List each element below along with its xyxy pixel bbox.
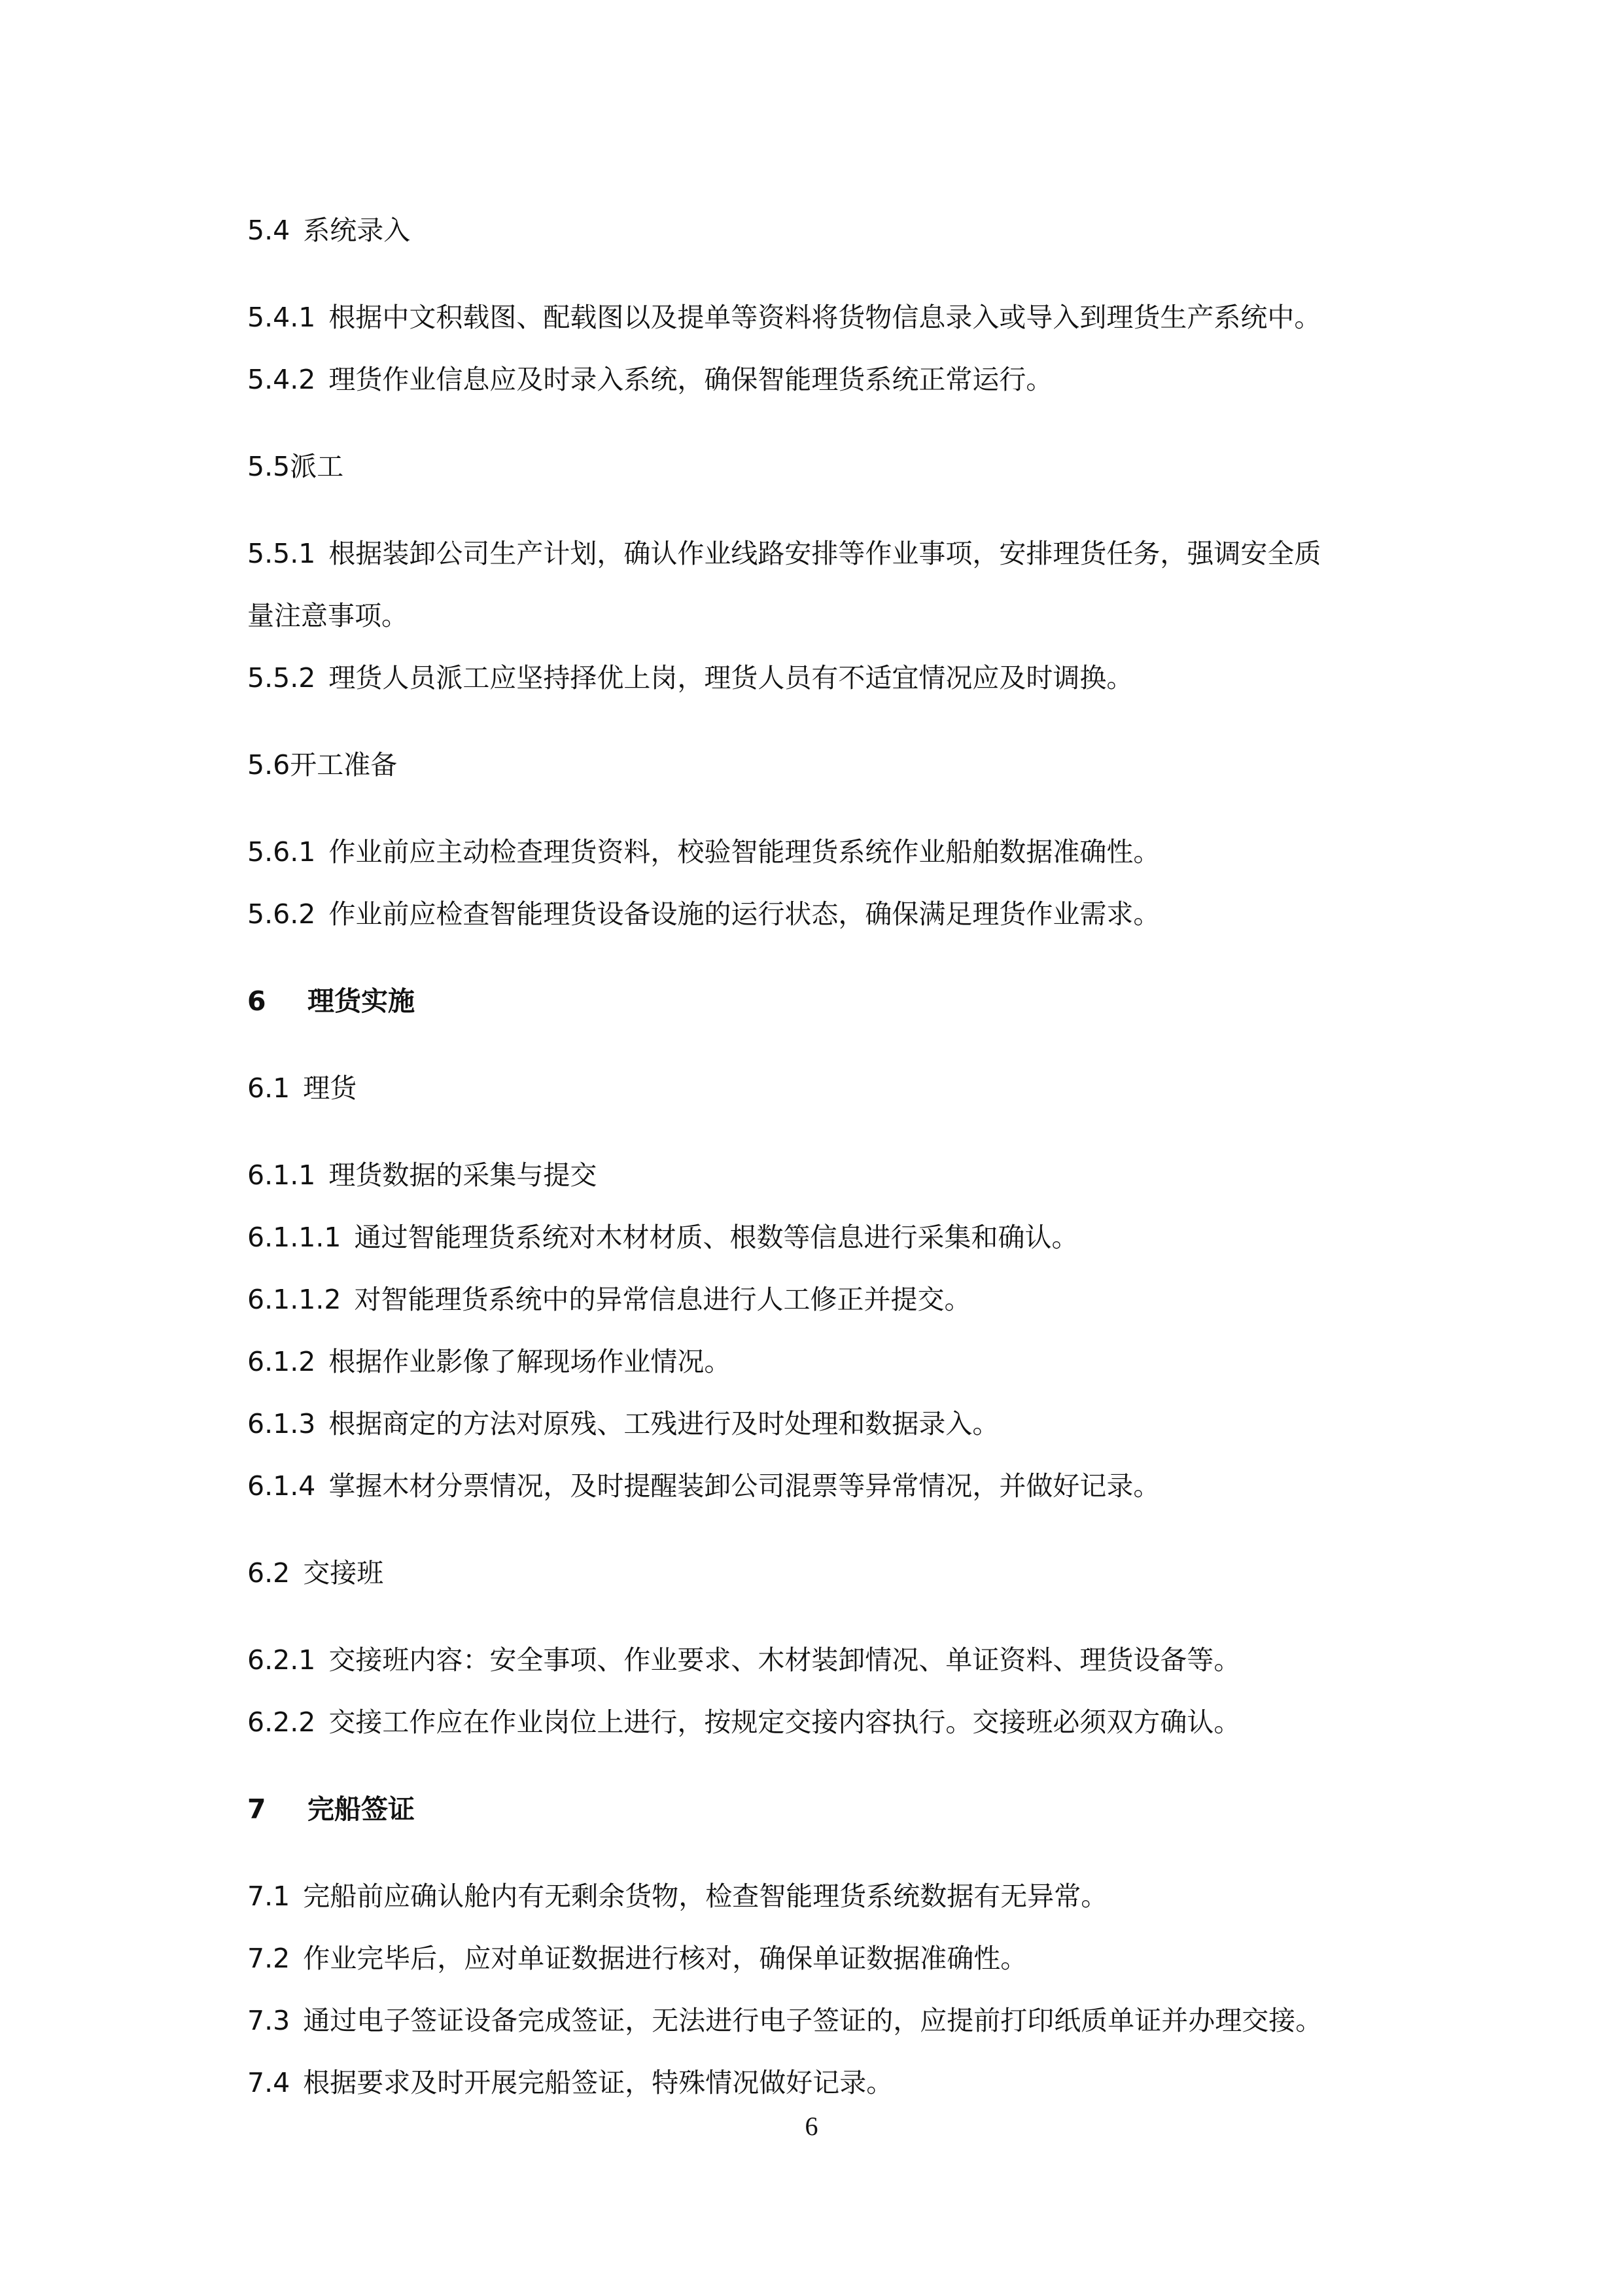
section-heading-5-6: [247, 745, 1464, 785]
paragraph-5-5-1: [247, 534, 1464, 573]
clause-text: 作业完毕后，应对单证数据进行核对，确保单证数据准确性。: [303, 1943, 1028, 1974]
section-heading-5-4: [247, 211, 1464, 250]
clause-number: 7.4: [247, 2067, 290, 2098]
paragraph-5-6-1: [247, 832, 1464, 872]
section-title: 派工: [290, 451, 344, 482]
clause-number: 6.1.1.1: [247, 1222, 341, 1253]
clause-text: 理货作业信息应及时录入系统，确保智能理货系统正常运行。: [328, 364, 1053, 395]
clause-text: 作业前应检查智能理货设备设施的运行状态，确保满足理货作业需求。: [328, 898, 1161, 930]
clause-number: 6.1.1: [247, 1159, 316, 1191]
clause-text: 通过智能理货系统对木材材质、根数等信息进行采集和确认。: [354, 1222, 1079, 1253]
clause-number: 5.6.1: [247, 836, 316, 868]
page-number: 6: [805, 2111, 818, 2141]
section-number: 5.6: [247, 749, 290, 781]
paragraph-6-1-1: [247, 1156, 1464, 1195]
paragraph-6-2-1: [247, 1640, 1464, 1680]
clause-number: 7.2: [247, 1943, 290, 1974]
clause-number: 7.3: [247, 2005, 290, 2036]
clause-text: 对智能理货系统中的异常信息进行人工修正并提交。: [354, 1284, 971, 1315]
paragraph-6-2-2: [247, 1703, 1464, 1742]
clause-text: 掌握木材分票情况，及时提醒装卸公司混票等异常情况，并做好记录。: [328, 1470, 1161, 1502]
clause-number: 5.4.1: [247, 302, 316, 333]
paragraph-5-4-1: [247, 298, 1464, 337]
section-title: 理货: [303, 1072, 357, 1104]
paragraph-5-4-2: [247, 360, 1464, 399]
clause-text: 理货数据的采集与提交: [328, 1159, 597, 1191]
clause-number: 6.1.4: [247, 1470, 316, 1502]
chapter-heading-7: [247, 1790, 1464, 1829]
section-number: 5.4: [247, 215, 290, 246]
paragraph-6-1-1-1: [247, 1218, 1464, 1257]
section-number: 6.1: [247, 1072, 290, 1104]
paragraph-6-1-1-2: [247, 1280, 1464, 1319]
clause-text: 完船前应确认舱内有无剩余货物，检查智能理货系统数据有无异常。: [303, 1881, 1108, 1912]
section-heading-6-2: [247, 1553, 1464, 1593]
clause-text: 交接班内容：安全事项、作业要求、木材装卸情况、单证资料、理货设备等。: [328, 1644, 1241, 1676]
clause-number: 6.1.3: [247, 1408, 316, 1439]
clause-number: 7.1: [247, 1881, 290, 1912]
clause-number: 5.6.2: [247, 898, 316, 930]
clause-text: 根据要求及时开展完船签证，特殊情况做好记录。: [303, 2067, 894, 2098]
paragraph-7-2: [247, 1939, 1464, 1978]
paragraph-6-1-2: [247, 1342, 1464, 1381]
chapter-heading-6: [247, 981, 1464, 1021]
section-title: 交接班: [303, 1557, 384, 1589]
clause-text: 量注意事项。: [247, 600, 408, 631]
paragraph-7-1: [247, 1877, 1464, 1916]
section-number: 5.5: [247, 451, 290, 482]
paragraph-6-1-3: [247, 1404, 1464, 1443]
section-number: 6.2: [247, 1557, 290, 1589]
clause-text: 根据商定的方法对原残、工残进行及时处理和数据录入。: [328, 1408, 1000, 1439]
clause-text: 交接工作应在作业岗位上进行，按规定交接内容执行。交接班必须双方确认。: [328, 1706, 1241, 1738]
clause-text: 作业前应主动检查理货资料，校验智能理货系统作业船舶数据准确性。: [328, 836, 1161, 868]
chapter-number: 6: [247, 985, 266, 1017]
paragraph-7-4: [247, 2063, 1464, 2102]
paragraph-6-1-4: [247, 1466, 1464, 1506]
section-heading-5-5: [247, 447, 1464, 486]
clause-number: 6.1.2: [247, 1346, 316, 1377]
chapter-title: 完船签证: [307, 1793, 415, 1825]
section-title: 开工准备: [290, 749, 398, 781]
section-heading-6-1: [247, 1069, 1464, 1108]
clause-text: 根据作业影像了解现场作业情况。: [328, 1346, 731, 1377]
clause-number: 6.2.2: [247, 1706, 316, 1738]
clause-number: 6.2.1: [247, 1644, 316, 1676]
clause-text: 通过电子签证设备完成签证，无法进行电子签证的，应提前打印纸质单证并办理交接。: [303, 2005, 1323, 2036]
clause-text: 根据中文积载图、配载图以及提单等资料将货物信息录入或导入到理货生产系统中。: [328, 302, 1321, 333]
clause-text: 根据装卸公司生产计划，确认作业线路安排等作业事项，安排理货任务，强调安全质: [328, 538, 1321, 569]
clause-number: 5.4.2: [247, 364, 316, 395]
clause-number: 5.5.2: [247, 662, 316, 694]
clause-number: 6.1.1.2: [247, 1284, 341, 1315]
chapter-title: 理货实施: [307, 985, 415, 1017]
chapter-number: 7: [247, 1793, 266, 1825]
paragraph-5-5-2: [247, 658, 1464, 698]
section-title: 系统录入: [303, 215, 411, 246]
clause-number: 5.5.1: [247, 538, 316, 569]
paragraph-5-6-2: [247, 894, 1464, 934]
paragraph-5-5-1-continued: [247, 596, 1464, 635]
paragraph-7-3: [247, 2001, 1464, 2040]
clause-text: 理货人员派工应坚持择优上岗，理货人员有不适宜情况应及时调换。: [328, 662, 1134, 694]
